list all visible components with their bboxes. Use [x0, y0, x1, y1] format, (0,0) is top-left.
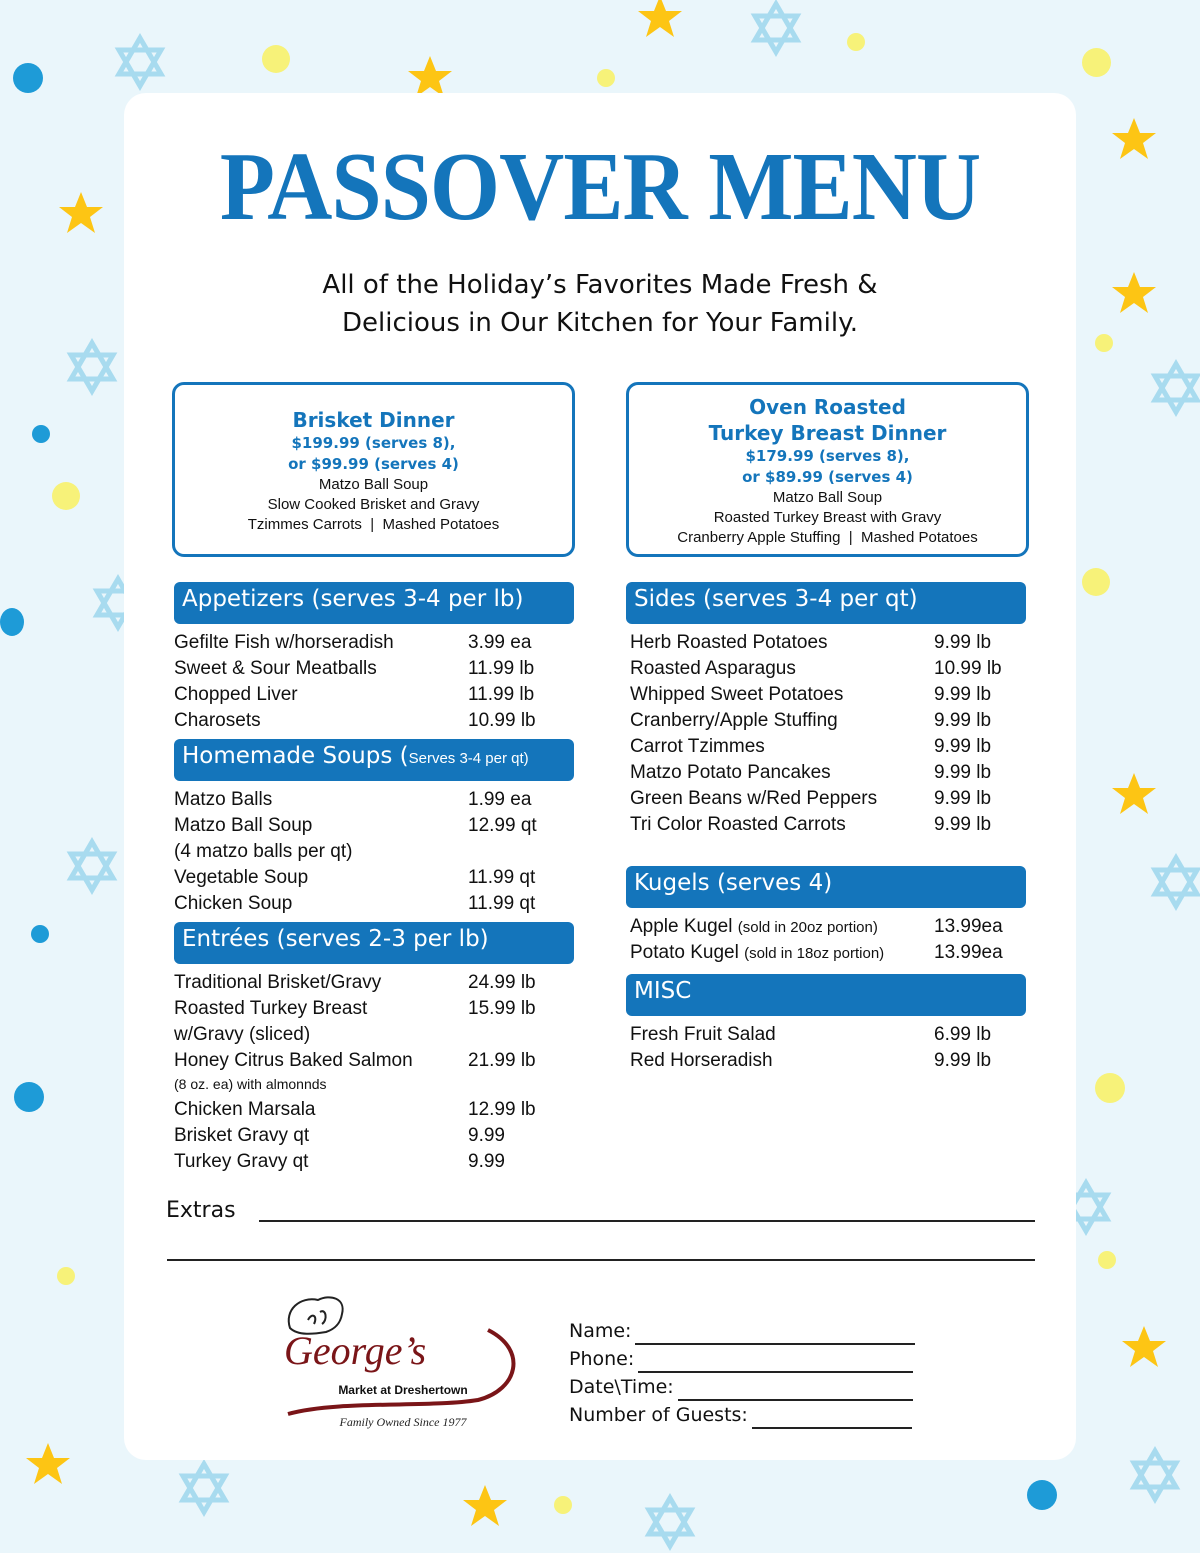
- magen-david-icon: [71, 343, 113, 391]
- menu-item: [174, 1123, 574, 1149]
- menu-item: [630, 682, 1026, 708]
- item-price: 9.99 lb: [934, 814, 992, 835]
- item-price: 11.99 qt: [468, 893, 536, 914]
- star-icon: [1122, 1326, 1166, 1367]
- promo-turkey-dinner: [626, 382, 1029, 557]
- guests-input-line[interactable]: [752, 1407, 912, 1429]
- name-label: Name:: [569, 1320, 632, 1342]
- menu-item: [630, 940, 1026, 966]
- item-name: Fresh Fruit Salad: [630, 1024, 776, 1045]
- item-price: 9.99 lb: [934, 684, 992, 705]
- georges-logo: [278, 1290, 528, 1440]
- item-price: 9.99 lb: [934, 762, 992, 783]
- section-sides: [626, 582, 1026, 838]
- menu-item: [174, 1097, 574, 1123]
- menu-item: [630, 1022, 1026, 1048]
- section-entrees: [174, 922, 574, 1175]
- item-name: Chicken Soup: [174, 893, 293, 914]
- promo-title: Turkey Breast Dinner: [708, 421, 947, 445]
- item-price: 12.99 qt: [468, 815, 537, 836]
- subtitle-line: Delicious in Our Kitchen for Your Family.: [341, 308, 859, 338]
- item-price: 13.99ea: [934, 942, 1003, 963]
- magen-david-icon: [649, 1498, 691, 1546]
- star-icon: [1112, 773, 1156, 814]
- menu-item-detail: [174, 839, 574, 865]
- item-price: 15.99 lb: [468, 998, 536, 1019]
- datetime-label: Date\Time:: [569, 1376, 674, 1398]
- promo-price: $179.99 (serves 8),: [745, 447, 910, 465]
- menu-item: [630, 656, 1026, 682]
- item-name: Matzo Potato Pancakes: [630, 762, 831, 783]
- magen-david-icon: [755, 4, 797, 52]
- section-kugels: [626, 866, 1026, 966]
- menu-item: [174, 813, 574, 839]
- extras-label: Extras: [166, 1198, 236, 1223]
- item-name: Matzo Ball Soup: [174, 815, 313, 836]
- section-header: MISC: [626, 974, 1026, 1016]
- magen-david-icon: [1155, 364, 1197, 412]
- name-input-line[interactable]: [635, 1323, 915, 1345]
- item-price: 9.99 lb: [934, 710, 992, 731]
- phone-label: Phone:: [569, 1348, 635, 1370]
- item-price: 9.99 lb: [934, 1050, 992, 1071]
- item-name: Charosets: [174, 710, 261, 731]
- subtitle: [0, 266, 1200, 342]
- item-name: Green Beans w/Red Peppers: [630, 788, 878, 809]
- item-price: 21.99 lb: [468, 1050, 536, 1071]
- promo-price: or $89.99 (serves 4): [742, 468, 913, 486]
- item-name: Whipped Sweet Potatoes: [630, 684, 844, 705]
- section-misc: [626, 974, 1026, 1074]
- magen-david-icon: [1155, 858, 1197, 906]
- magen-david-icon: [71, 842, 113, 890]
- item-name: Traditional Brisket/Gravy: [174, 972, 382, 993]
- magen-david-icon: [119, 38, 161, 86]
- menu-item-detail: [174, 1022, 574, 1048]
- menu-item: [174, 970, 574, 996]
- logo-brand: George’s: [284, 1328, 427, 1373]
- menu-item: [630, 1048, 1026, 1074]
- item-note: (sold in 20oz portion): [737, 919, 878, 936]
- item-name: Carrot Tzimmes: [630, 736, 765, 757]
- menu-item: [630, 812, 1026, 838]
- item-price: 10.99 lb: [934, 658, 1002, 679]
- section-soups: [174, 739, 574, 917]
- section-header: Appetizers (serves 3-4 per lb): [174, 582, 574, 624]
- item-name: (8 oz. ea) with almonnds: [174, 1076, 327, 1092]
- section-title-note: Serves 3-4 per qt): [408, 750, 529, 767]
- item-price: 11.99 qt: [468, 867, 536, 888]
- menu-item: [174, 891, 574, 917]
- menu-item: [174, 787, 574, 813]
- promo-include: Roasted Turkey Breast with Gravy: [713, 509, 942, 526]
- item-name: Matzo Balls: [174, 789, 273, 810]
- promo-include: Cranberry Apple Stuffing | Mashed Potatoes: [677, 529, 978, 546]
- menu-item: [174, 656, 574, 682]
- page-title: PASSOVER MENU: [219, 133, 981, 241]
- item-price: 12.99 lb: [468, 1099, 536, 1120]
- section-header: [174, 739, 574, 781]
- magen-david-icon: [183, 1464, 225, 1512]
- item-price: 3.99 ea: [468, 632, 532, 653]
- promo-include: Slow Cooked Brisket and Gravy: [267, 496, 480, 513]
- item-name: Potato Kugel: [630, 942, 739, 963]
- item-price: 6.99 lb: [934, 1024, 992, 1045]
- item-price: 13.99ea: [934, 916, 1003, 937]
- item-name: Herb Roasted Potatoes: [630, 632, 828, 653]
- item-price: 9.99 lb: [934, 632, 992, 653]
- promo-price: $199.99 (serves 8),: [291, 434, 456, 452]
- item-price: 9.99: [468, 1151, 505, 1172]
- item-name: Cranberry/Apple Stuffing: [630, 710, 838, 731]
- logo-tagline: Family Owned Since 1977: [339, 1415, 467, 1429]
- guests-field: [569, 1401, 915, 1429]
- item-price: 9.99 lb: [934, 788, 992, 809]
- item-name: Turkey Gravy qt: [174, 1151, 309, 1172]
- item-price: 11.99 lb: [468, 684, 535, 705]
- extras-line-2[interactable]: [167, 1259, 1035, 1261]
- item-name: Apple Kugel: [630, 916, 733, 937]
- extras-line[interactable]: [259, 1220, 1035, 1222]
- section-header: Sides (serves 3-4 per qt): [626, 582, 1026, 624]
- item-name: Red Horseradish: [630, 1050, 773, 1071]
- menu-item: [174, 708, 574, 734]
- star-icon: [463, 1485, 507, 1526]
- section-header: Entrées (serves 2-3 per lb): [174, 922, 574, 964]
- star-icon: [638, 0, 682, 37]
- item-name: Roasted Turkey Breast: [174, 998, 368, 1019]
- datetime-field: [569, 1373, 915, 1401]
- item-name: Honey Citrus Baked Salmon: [174, 1050, 413, 1071]
- promo-brisket-dinner: [172, 382, 575, 557]
- menu-item-detail: [174, 1074, 574, 1097]
- name-field: [569, 1317, 915, 1345]
- magen-david-icon: [1134, 1451, 1176, 1499]
- menu-item: [174, 630, 574, 656]
- item-name: Roasted Asparagus: [630, 658, 796, 679]
- promo-include: Matzo Ball Soup: [318, 476, 429, 493]
- item-note: (sold in 18oz portion): [744, 945, 885, 962]
- promo-include: Matzo Ball Soup: [772, 489, 883, 506]
- item-name: Gefilte Fish w/horseradish: [174, 632, 394, 653]
- section-appetizers: [174, 582, 574, 734]
- phone-field: [569, 1345, 915, 1373]
- section-header: Kugels (serves 4): [626, 866, 1026, 908]
- menu-item: [630, 914, 1026, 940]
- order-form: [569, 1317, 915, 1429]
- logo-location: Market at Dreshertown: [338, 1383, 468, 1397]
- promo-price: or $99.99 (serves 4): [288, 455, 459, 473]
- item-name: Brisket Gravy qt: [174, 1125, 310, 1146]
- item-price: 11.99 lb: [468, 658, 535, 679]
- menu-item: [174, 1149, 574, 1175]
- item-price: 10.99 lb: [468, 710, 536, 731]
- menu-item: [174, 865, 574, 891]
- section-title: Homemade Soups (: [182, 743, 409, 769]
- item-name: w/Gravy (sliced): [174, 1024, 311, 1045]
- item-name: Chopped Liver: [174, 684, 298, 705]
- menu-item: [630, 708, 1026, 734]
- menu-item: [630, 734, 1026, 760]
- item-name: Chicken Marsala: [174, 1099, 316, 1120]
- guests-label: Number of Guests:: [569, 1404, 748, 1426]
- menu-item: [174, 682, 574, 708]
- promo-title: Brisket Dinner: [292, 408, 455, 432]
- menu-item: [630, 630, 1026, 656]
- datetime-input-line[interactable]: [678, 1379, 913, 1401]
- item-name: Tri Color Roasted Carrots: [630, 814, 846, 835]
- subtitle-line: All of the Holiday’s Favorites Made Fresh &: [322, 270, 878, 300]
- promo-title: Oven Roasted: [749, 395, 906, 419]
- item-name: Sweet & Sour Meatballs: [174, 658, 377, 679]
- menu-item: [630, 760, 1026, 786]
- item-price: 9.99: [468, 1125, 505, 1146]
- phone-input-line[interactable]: [638, 1351, 913, 1373]
- item-name: Vegetable Soup: [174, 867, 309, 888]
- item-price: 9.99 lb: [934, 736, 992, 757]
- item-price: 24.99 lb: [468, 972, 536, 993]
- star-icon: [408, 56, 452, 97]
- item-name: (4 matzo balls per qt): [174, 841, 353, 862]
- star-icon: [26, 1443, 70, 1484]
- menu-item: [630, 786, 1026, 812]
- promo-include: Tzimmes Carrots | Mashed Potatoes: [247, 516, 500, 533]
- menu-item: [174, 1048, 574, 1074]
- menu-item: [174, 996, 574, 1022]
- item-price: 1.99 ea: [468, 789, 532, 810]
